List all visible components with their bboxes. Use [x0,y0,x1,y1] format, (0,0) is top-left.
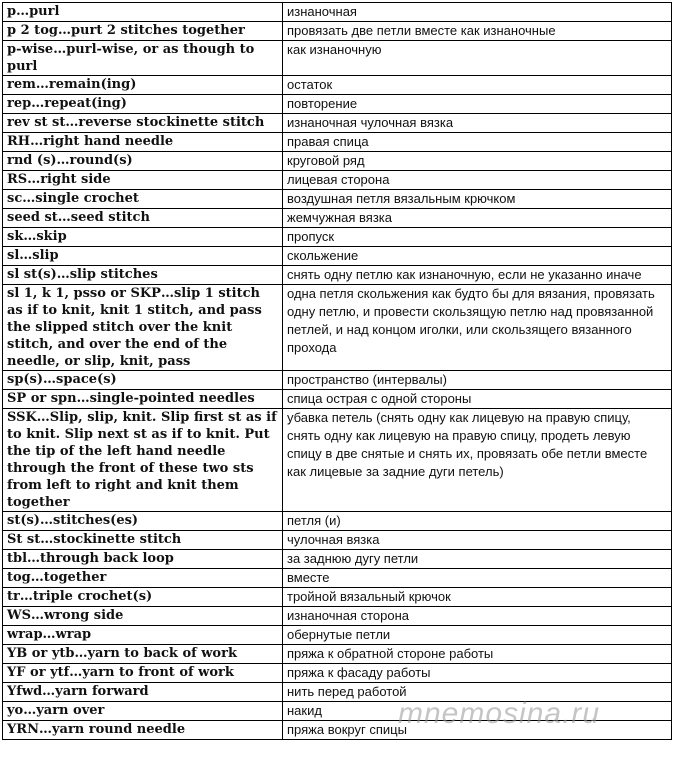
abbreviation-cell: p 2 tog…purt 2 stitches together [3,22,283,41]
abbreviation-cell: sl…slip [3,247,283,266]
translation-cell: вместе [283,569,672,588]
glossary-body [3,3,672,740]
table-row [3,114,672,133]
table-row [3,550,672,569]
abbreviation-cell: WS…wrong side [3,607,283,626]
table-row [3,664,672,683]
table-row [3,76,672,95]
translation-cell: за заднюю дугу петли [283,550,672,569]
table-row [3,95,672,114]
translation-cell: лицевая сторона [283,171,672,190]
glossary-table [2,2,672,740]
table-row [3,209,672,228]
table-row [3,22,672,41]
watermark: mnemosina.ru [398,697,601,730]
table-row [3,702,672,721]
translation-cell: обернутые петли [283,626,672,645]
table-row [3,531,672,550]
abbreviation-cell: YRN…yarn round needle [3,721,283,740]
abbreviation-cell: seed st…seed stitch [3,209,283,228]
table-row [3,190,672,209]
table-row [3,588,672,607]
translation-cell: пространство (интервалы) [283,371,672,390]
abbreviation-cell: st(s)…stitches(es) [3,512,283,531]
translation-cell: провязать две петли вместе как изнаночные [283,22,672,41]
abbreviation-cell: YF or ytf…yarn to front of work [3,664,283,683]
table-row [3,228,672,247]
abbreviation-cell: sl st(s)…slip stitches [3,266,283,285]
table-row [3,3,672,22]
abbreviation-cell: p…purl [3,3,283,22]
abbreviation-cell: sk…skip [3,228,283,247]
translation-cell: одна петля скольжения как будто бы для вязания, провязать одну петлю, и провести скользящую петлю над провязанной петлей, и над концом иголки, или скользящего вязанного прохода [283,285,672,371]
translation-cell: жемчужная вязка [283,209,672,228]
translation-cell: спица острая с одной стороны [283,390,672,409]
abbreviation-cell: p-wise…purl-wise, or as though to purl [3,41,283,76]
translation-cell: пряжа вокруг спицы [283,721,672,740]
table-row [3,371,672,390]
translation-cell: скольжение [283,247,672,266]
table-row [3,41,672,76]
translation-cell: остаток [283,76,672,95]
translation-cell: убавка петель (снять одну как лицевую на правую спицу, снять одну как лицевую на правую спицу, продеть левую спицу в две снятые и снять их, провязать обе петли вместе как лицевые за задние дуги петель) [283,409,672,512]
table-row [3,171,672,190]
translation-cell: пропуск [283,228,672,247]
table-row [3,390,672,409]
translation-cell: пряжа к фасаду работы [283,664,672,683]
translation-cell: повторение [283,95,672,114]
translation-cell: петля (и) [283,512,672,531]
abbreviation-cell: St st…stockinette stitch [3,531,283,550]
table-row [3,152,672,171]
translation-cell: пряжа к обратной стороне работы [283,645,672,664]
abbreviation-cell: RS…right side [3,171,283,190]
table-row [3,683,672,702]
translation-cell: чулочная вязка [283,531,672,550]
abbreviation-cell: RH…right hand needle [3,133,283,152]
abbreviation-cell: yo…yarn over [3,702,283,721]
abbreviation-cell: YB or ytb…yarn to back of work [3,645,283,664]
translation-cell: накид [283,702,672,721]
translation-cell: как изнаночную [283,41,672,76]
table-row [3,626,672,645]
table-row [3,645,672,664]
abbreviation-cell: tbl…through back loop [3,550,283,569]
translation-cell: круговой ряд [283,152,672,171]
abbreviation-cell: sl 1, k 1, psso or SKP…slip 1 stitch as if to knit, knit 1 stitch, and pass the slipped stitch over the knit stitch, and over the end of the needle, or slip, knit, pass [3,285,283,371]
translation-cell: изнаночная [283,3,672,22]
table-row [3,721,672,740]
abbreviation-cell: SSK…Slip, slip, knit. Slip first st as if to knit. Slip next st as if to knit. Put the tip of the left hand needle through the front of these two sts from left to right and knit them together [3,409,283,512]
table-row [3,569,672,588]
table-row [3,409,672,512]
abbreviation-cell: rnd (s)…round(s) [3,152,283,171]
translation-cell: изнаночная сторона [283,607,672,626]
table-row [3,285,672,371]
table-row [3,512,672,531]
translation-cell: нить перед работой [283,683,672,702]
abbreviation-cell: Yfwd…yarn forward [3,683,283,702]
translation-cell: снять одну петлю как изнаночную, если не указанно иначе [283,266,672,285]
translation-cell: воздушная петля вязальным крючком [283,190,672,209]
translation-cell: изнаночная чулочная вязка [283,114,672,133]
table-row [3,247,672,266]
translation-cell: правая спица [283,133,672,152]
abbreviation-cell: tr…triple crochet(s) [3,588,283,607]
translation-cell: тройной вязальный крючок [283,588,672,607]
table-row [3,607,672,626]
abbreviation-cell: tog…together [3,569,283,588]
table-row [3,266,672,285]
abbreviation-cell: rev st st…reverse stockinette stitch [3,114,283,133]
abbreviation-cell: SP or spn…single-pointed needles [3,390,283,409]
abbreviation-cell: sc…single crochet [3,190,283,209]
abbreviation-cell: rep…repeat(ing) [3,95,283,114]
table-row [3,133,672,152]
abbreviation-cell: wrap…wrap [3,626,283,645]
abbreviation-cell: sp(s)…space(s) [3,371,283,390]
abbreviation-cell: rem…remain(ing) [3,76,283,95]
